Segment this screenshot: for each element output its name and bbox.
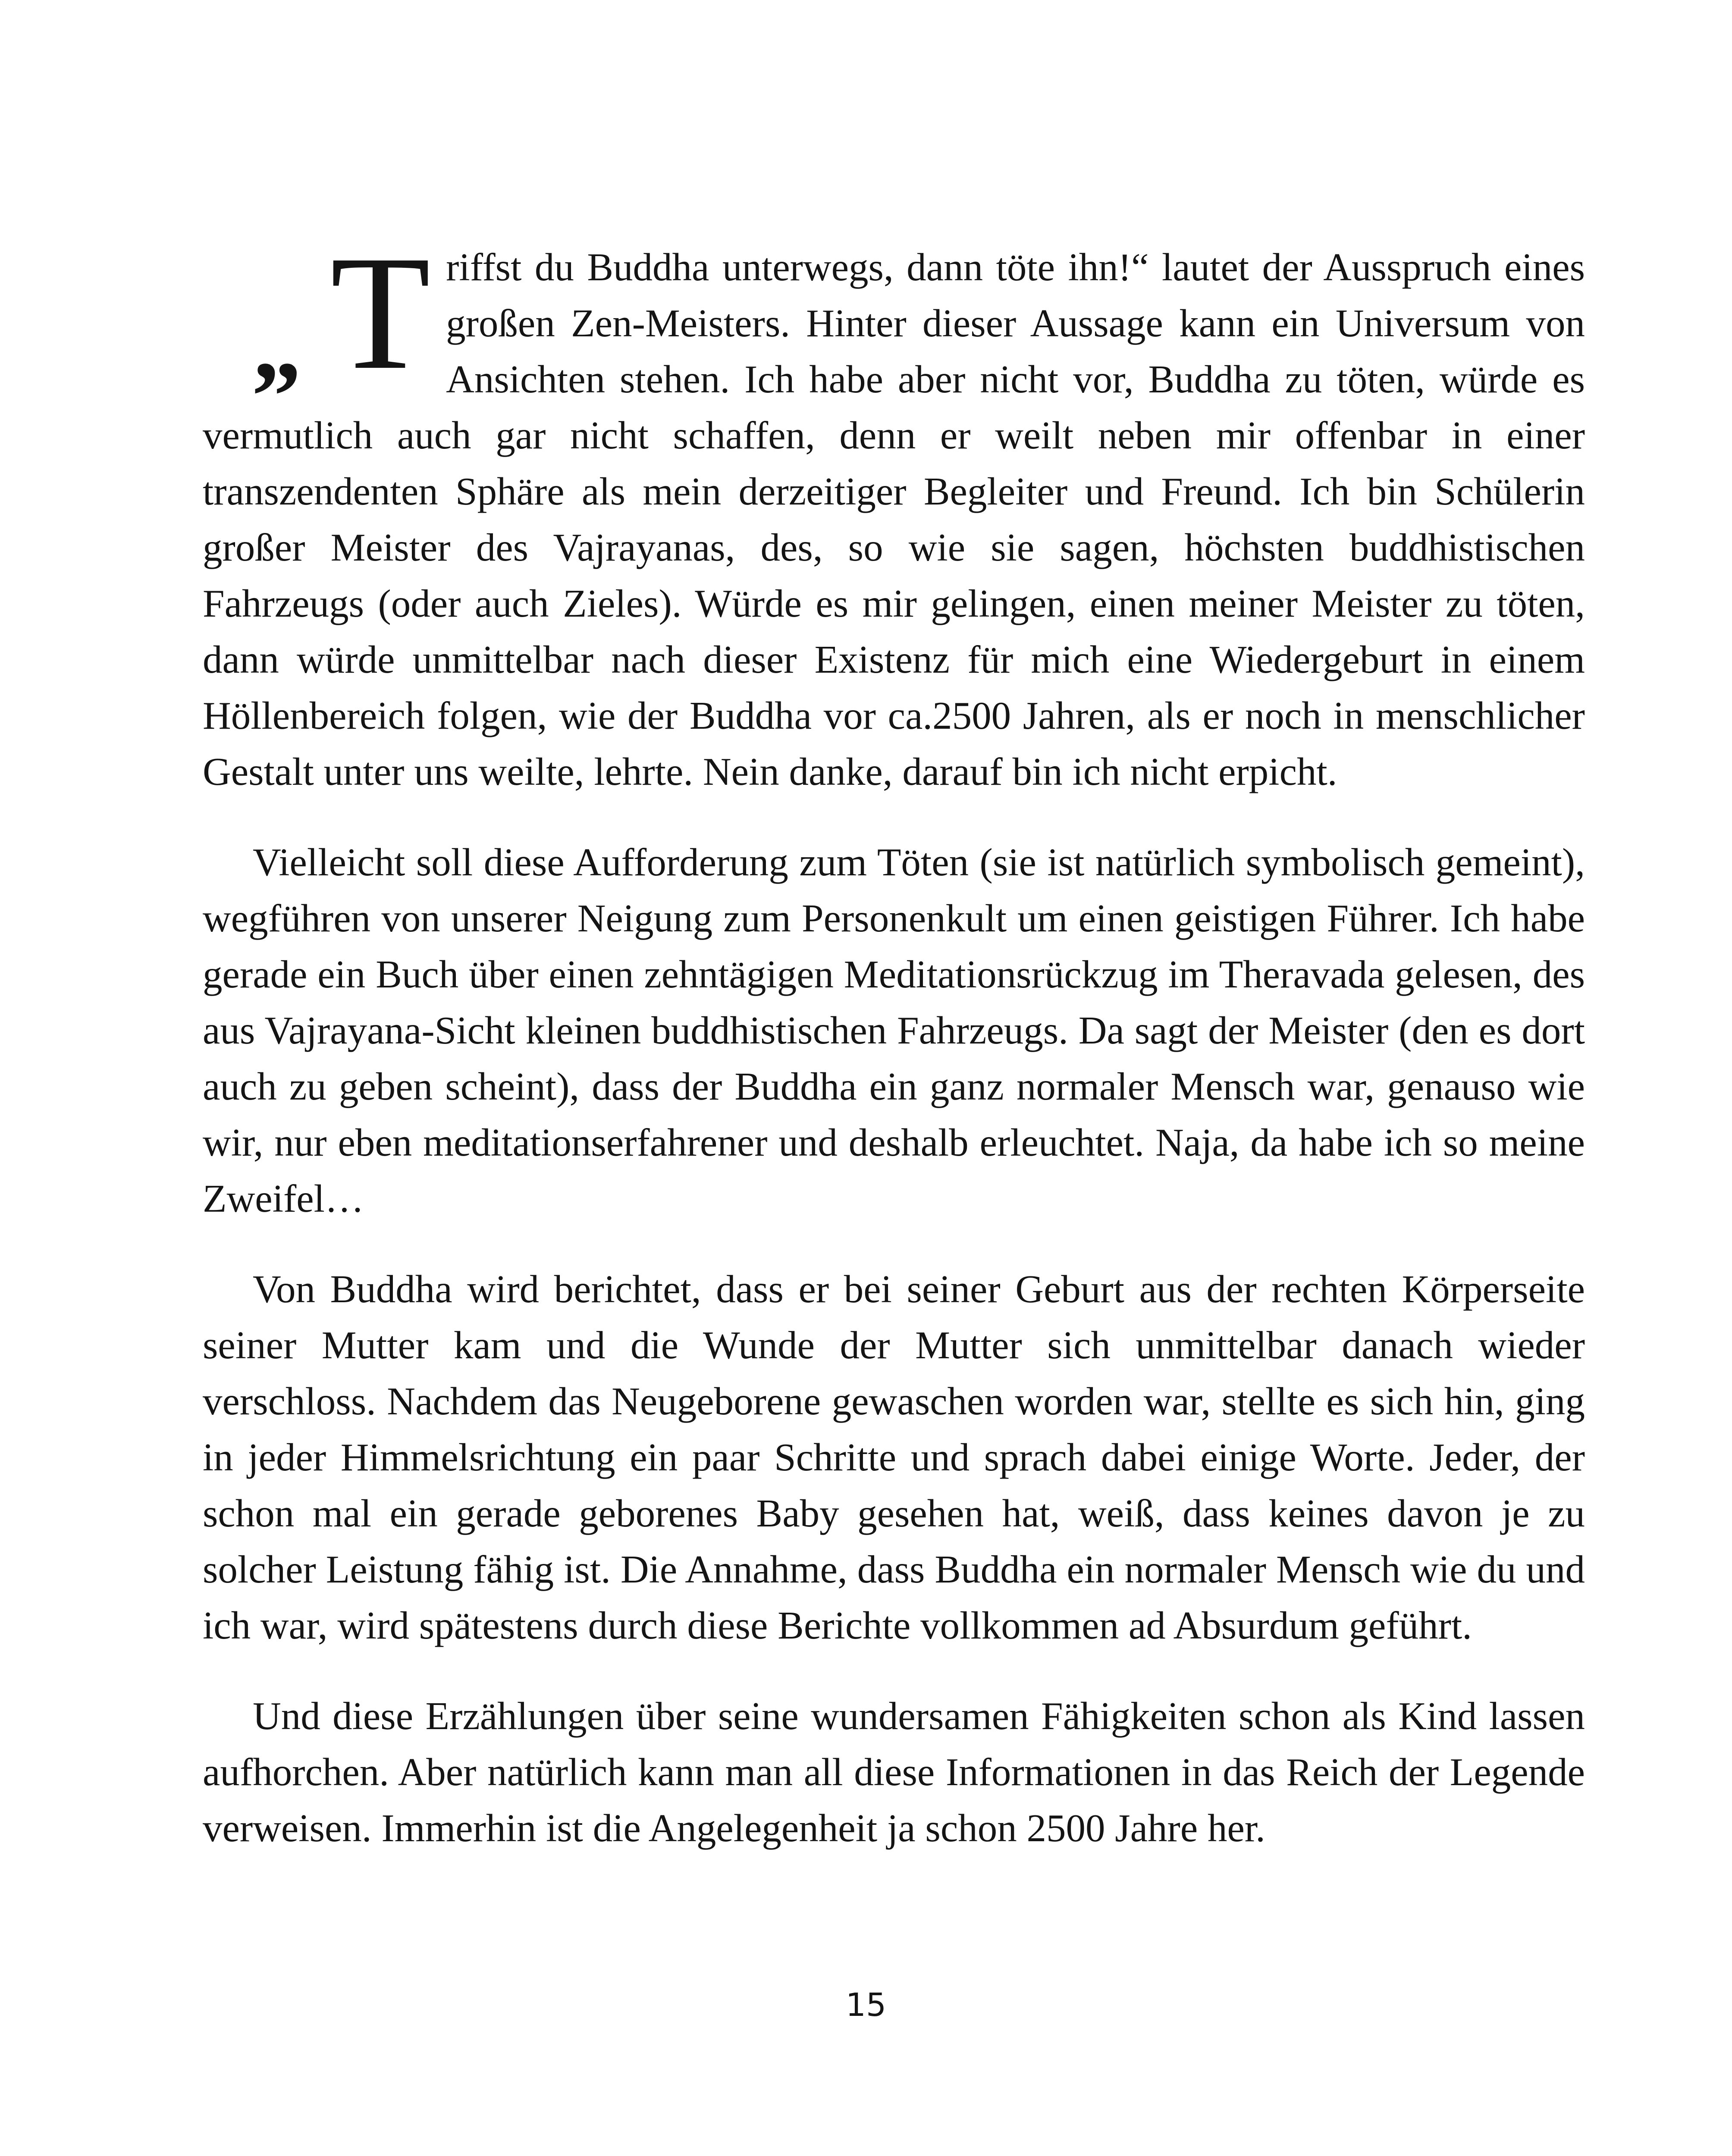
- paragraph-2: Vielleicht soll diese Aufforderung zum Töten (sie ist natürlich symbolisch gemeint), wegführen von unserer Neigung zum Personenkult um einen geistigen Führer. Ich habe gerade ein Buch über einen zehntägigen Meditationsrückzug im Theravada gelesen, des aus Vajrayana-Sicht kleinen buddhistischen Fahrzeugs. Da sagt der Meister (den es dort auch zu geben scheint), dass der Buddha ein ganz normaler Mensch war, genauso wie wir, nur eben meditationserfahrener und deshalb erleuchtet. Naja, da habe ich so meine Zweifel…: [203, 840, 1585, 1220]
- paragraph-1-text: riffst du Buddha unterwegs, dann töte ihn!“ lautet der Ausspruch eines großen Zen-Meisters. Hinter dieser Aussage kann ein Universum von Ansichten stehen. Ich habe aber nicht vor, Buddha zu töten, würde es vermutlich auch gar nicht schaffen, denn er weilt neben mir offenbar in einer transzendenten Sphäre als mein derzeitiger Begleiter und Freund. Ich bin Schülerin großer Meister des Vajrayanas, des, so wie sie sagen, höchsten buddhistischen Fahrzeugs (oder auch Zieles). Würde es mir gelingen, einen meiner Meister zu töten, dann würde unmittelbar nach dieser Existenz für mich eine Wiedergeburt in einem Höllenbereich folgen, wie der Buddha vor ca.2500 Jahren, als er noch in menschlicher Gestalt unter uns weilte, lehrte. Nein danke, darauf bin ich nicht erpicht.: [203, 245, 1585, 793]
- opening-quote-mark: „: [252, 290, 302, 400]
- body-text: [203, 222, 1585, 1856]
- page-number: 15: [845, 1987, 887, 2024]
- paragraph-1: [203, 222, 1585, 800]
- paragraph-3: Von Buddha wird berichtet, dass er bei seiner Geburt aus der rechten Körperseite seiner Mutter kam und die Wunde der Mutter sich unmittelbar danach wieder verschloss. Nachdem das Neugeborene gewaschen worden war, stellte es sich hin, ging in jeder Himmelsrichtung ein paar Schritte und sprach dabei einige Worte. Jeder, der schon mal ein gerade geborenes Baby gesehen hat, weiß, dass keines davon je zu solcher Leistung fähig ist. Die Annahme, dass Buddha ein normaler Mensch wie du und ich war, wird spätestens durch diese Berichte vollkommen ad Absurdum geführt.: [203, 1267, 1585, 1647]
- drop-cap-letter: T: [330, 222, 431, 404]
- paragraph-4: Und diese Erzählungen über seine wundersamen Fähigkeiten schon als Kind lassen aufhorchen. Aber natürlich kann man all diese Informationen in das Reich der Legende verweisen. Immerhin ist die Angelegenheit ja schon 2500 Jahre her.: [203, 1694, 1585, 1850]
